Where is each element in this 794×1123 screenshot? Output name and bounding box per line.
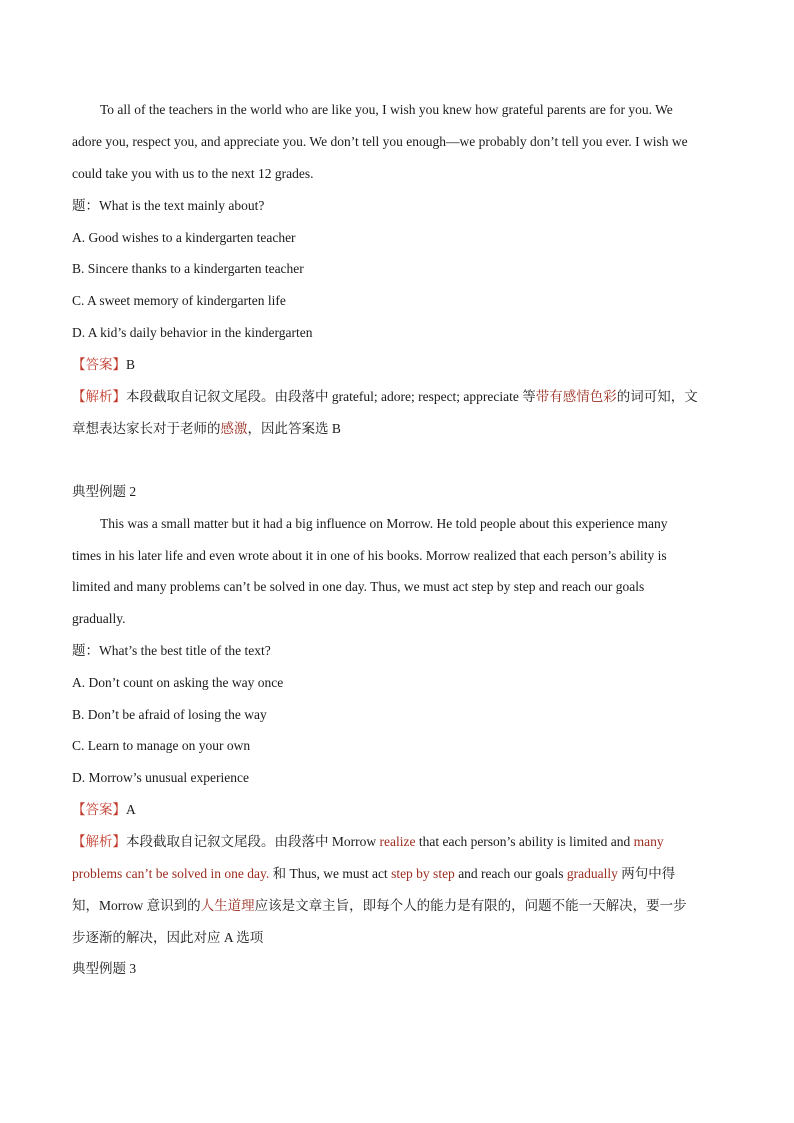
analysis-text: 本段截取自记叙文尾段。由段落中 Morrow [126, 834, 380, 849]
option-a: A. Good wishes to a kindergarten teacher [72, 230, 296, 245]
analysis-text: 和 Thus, we must act [269, 866, 392, 881]
analysis-text: 应该是文章主旨，即每个人的能力是有限的，问题不能一天解决，要一步 [254, 898, 687, 913]
option-c: C. Learn to manage on your own [72, 738, 251, 753]
analysis-text: 两句中得 [617, 866, 676, 881]
answer-value: B [126, 357, 136, 372]
analysis-text: that each person’s ability is limited and [415, 834, 634, 849]
passage-line: times in his later life and even wrote about it in one of his books. Morrow realized that each person’s ability is [72, 548, 667, 563]
passage-line: This was a small matter but it had a big influence on Morrow. He told people about this experience many [100, 516, 668, 531]
analysis-line: 步逐渐的解决，因此对应 A 选项 [72, 930, 264, 945]
question: 题：What’s the best title of the text? [72, 643, 271, 658]
passage-line: limited and many problems can’t be solved in one day. Thus, we must act step by step and reach our goals [72, 579, 645, 594]
analysis-text: and reach our goals [454, 866, 567, 881]
highlight-text: many [633, 834, 664, 849]
analysis-label: 【解析】 [72, 834, 126, 849]
option-c: C. A sweet memory of kindergarten life [72, 293, 286, 308]
option-d: D. A kid’s daily behavior in the kindergarten [72, 325, 313, 340]
highlight-text: step by step [391, 866, 455, 881]
analysis-line [72, 897, 687, 915]
answer-line [72, 801, 136, 819]
analysis-text: 知，Morrow 意识到的 [72, 898, 201, 913]
highlight-text: realize [379, 834, 416, 849]
highlight-text: 人生道理 [200, 898, 255, 913]
answer-label: 【答案】 [72, 802, 126, 817]
question: 题：What is the text mainly about? [72, 198, 265, 213]
passage-line: could take you with us to the next 12 grades. [72, 166, 314, 181]
section-heading: 典型例题 3 [72, 961, 137, 976]
analysis-line [72, 833, 664, 851]
highlight-text: 带有感情色彩 [535, 389, 617, 404]
option-d: D. Morrow’s unusual experience [72, 770, 249, 785]
answer-line [72, 356, 135, 374]
section-heading: 典型例题 2 [72, 484, 137, 499]
highlight-text: 感激 [220, 421, 248, 436]
option-a: A. Don’t count on asking the way once [72, 675, 284, 690]
analysis-line [72, 420, 341, 438]
passage-line: To all of the teachers in the world who are like you, I wish you knew how grateful parents are for you. We [100, 102, 673, 117]
highlight-text: gradually [566, 866, 618, 881]
analysis-label: 【解析】 [72, 389, 126, 404]
analysis-text: 本段截取自记叙文尾段。由段落中 grateful; adore; respect; appreciate 等 [126, 389, 536, 404]
highlight-text: problems can’t be solved in one day. [72, 866, 270, 881]
answer-label: 【答案】 [72, 357, 126, 372]
analysis-text: 的词可知，文 [616, 389, 698, 404]
analysis-text: 章想表达家长对于老师的 [72, 421, 221, 436]
option-b: B. Sincere thanks to a kindergarten teacher [72, 261, 304, 276]
option-b: B. Don’t be afraid of losing the way [72, 707, 267, 722]
analysis-line [72, 388, 698, 406]
passage-line: adore you, respect you, and appreciate you. We don’t tell you enough—we probably don’t tell you ever. I wish we [72, 134, 688, 149]
passage-line: gradually. [72, 611, 126, 626]
answer-value: A [126, 802, 136, 817]
analysis-text: ，因此答案选 B [247, 421, 341, 436]
analysis-line [72, 865, 675, 883]
